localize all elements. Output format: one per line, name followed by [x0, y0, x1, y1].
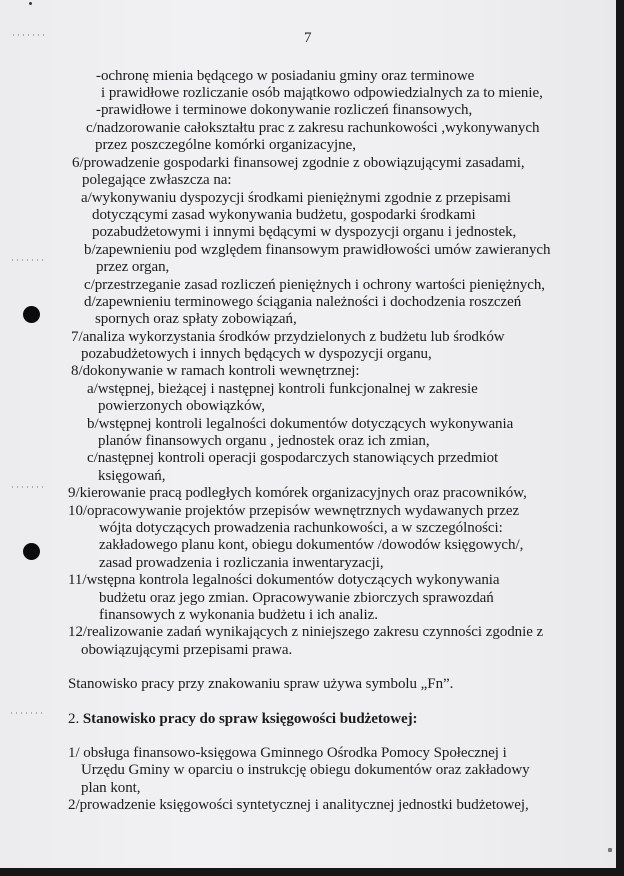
- text-line: b/wstępnej kontroli legalności dokumentów dotyczących wykonywania: [87, 416, 514, 432]
- list-item-10: 10/opracowywanie projektów przepisów wewnętrznych wydawanych przez: [68, 503, 520, 519]
- text-line: Urzędu Gminy w oparciu o instrukcję obiegu dokumentów oraz zakładowy: [81, 762, 530, 778]
- list-item-11: 11/wstępna kontrola legalności dokumentów dotyczących wykonywania: [68, 572, 500, 588]
- punch-hole: [23, 543, 40, 560]
- list-item-6: 6/prowadzenie gospodarki finansowej zgodnie z obowiązującymi zasadami,: [72, 155, 525, 171]
- text-line: pozabudżetowych i innych będących w dyspozycji organu,: [81, 346, 432, 362]
- section2-item-2: 2/prowadzenie księgowości syntetycznej i analitycznej jednostki budżetowej,: [68, 797, 529, 813]
- section-title: Stanowisko pracy do spraw księgowości budżetowej:: [82, 711, 418, 727]
- scan-border-right: [616, 0, 624, 876]
- punch-hole: [23, 306, 40, 323]
- page-number: 7: [304, 30, 312, 46]
- list-item-9: 9/kierowanie pracą podległych komórek organizacyjnych oraz pracowników,: [68, 485, 527, 501]
- text-line: planów finansowych organu , jednostek oraz ich zmian,: [98, 433, 430, 449]
- text-line: plan kont,: [81, 780, 141, 796]
- text-line: i prawidłowe rozliczanie osób majątkowo odpowiedzialnych za to mienie,: [101, 85, 543, 101]
- text-line: przez poszczególne komórki organizacyjne,: [95, 137, 356, 153]
- text-line: przez organ,: [96, 259, 170, 275]
- text-line: powierzonych obowiązków,: [98, 398, 265, 414]
- text-line: księgowań,: [98, 468, 166, 484]
- text-line: a/wstępnej, bieżącej i następnej kontroli funkcjonalnej w zakresie: [87, 381, 478, 397]
- symbol-note: Stanowisko pracy przy znakowaniu spraw używa symbolu „Fn”.: [68, 676, 454, 692]
- section2-item-1: 1/ obsługa finansowo-księgowa Gminnego Ośrodka Pomocy Społecznej i: [68, 745, 507, 761]
- text-line: b/zapewnieniu pod względem finansowym prawidłowości umów zawieranych: [84, 242, 551, 258]
- text-line: a/wykonywaniu dyspozycji środkami pieniężnymi zgodnie z przepisami: [81, 190, 511, 206]
- text-line: d/zapewnieniu terminowego ściągania należności i dochodzenia roszczeń: [84, 294, 522, 310]
- scan-border-bottom: [0, 868, 624, 876]
- list-item-7: 7/analiza wykorzystania środków przydzielonych z budżetu lub środków: [71, 329, 505, 345]
- text-line: budżetu oraz jego zmian. Opracowywanie zbiorczych sprawozdań: [99, 590, 494, 606]
- margin-dots: [12, 486, 46, 488]
- text-line: c/następnej kontroli operacji gospodarczych stanowiących przedmiot: [87, 450, 499, 466]
- text-line: finansowych z wykonania budżetu i ich analiz.: [99, 607, 378, 623]
- text-line: zasad prowadzenia i rozliczania inwentaryzacji,: [99, 555, 384, 571]
- list-item-8: 8/dokonywanie w ramach kontroli wewnętrznej:: [71, 363, 360, 379]
- margin-dots: [11, 712, 45, 714]
- list-item-12: 12/realizowanie zadań wynikających z niniejszego zakresu czynności zgodnie z: [68, 624, 544, 640]
- text-line: dotyczącymi zasad wykonywania budżetu, gospodarki środkami: [92, 207, 476, 223]
- scan-speck: [29, 2, 32, 5]
- text-line: c/nadzorowanie całokształtu prac z zakresu rachunkowości ,wykonywanych: [86, 120, 540, 136]
- margin-dots: [12, 259, 46, 261]
- section-heading: [68, 711, 418, 728]
- text-line: c/przestrzeganie zasad rozliczeń pieniężnych i ochrony wartości pieniężnych,: [84, 277, 545, 293]
- section-number: 2.: [68, 711, 80, 727]
- text-line: -ochronę mienia będącego w posiadaniu gminy oraz terminowe: [96, 68, 475, 84]
- margin-dots: [13, 34, 47, 36]
- text-line: polegające zwłaszcza na:: [82, 172, 232, 188]
- scan-speck: [608, 848, 612, 852]
- text-line: -prawidłowe i terminowe dokonywanie rozliczeń finansowych,: [96, 102, 473, 118]
- text-line: spornych oraz spłaty zobowiązań,: [95, 311, 297, 327]
- text-line: zakładowego planu kont, obiegu dokumentów /dowodów księgowych/,: [99, 537, 524, 553]
- text-line: pozabudżetowymi i innymi będącymi w dyspozycji organu i jednostek,: [92, 224, 517, 240]
- text-line: wójta dotyczących prowadzenia rachunkowości, a w szczególności:: [99, 520, 503, 536]
- text-line: obowiązującymi przepisami prawa.: [81, 642, 293, 658]
